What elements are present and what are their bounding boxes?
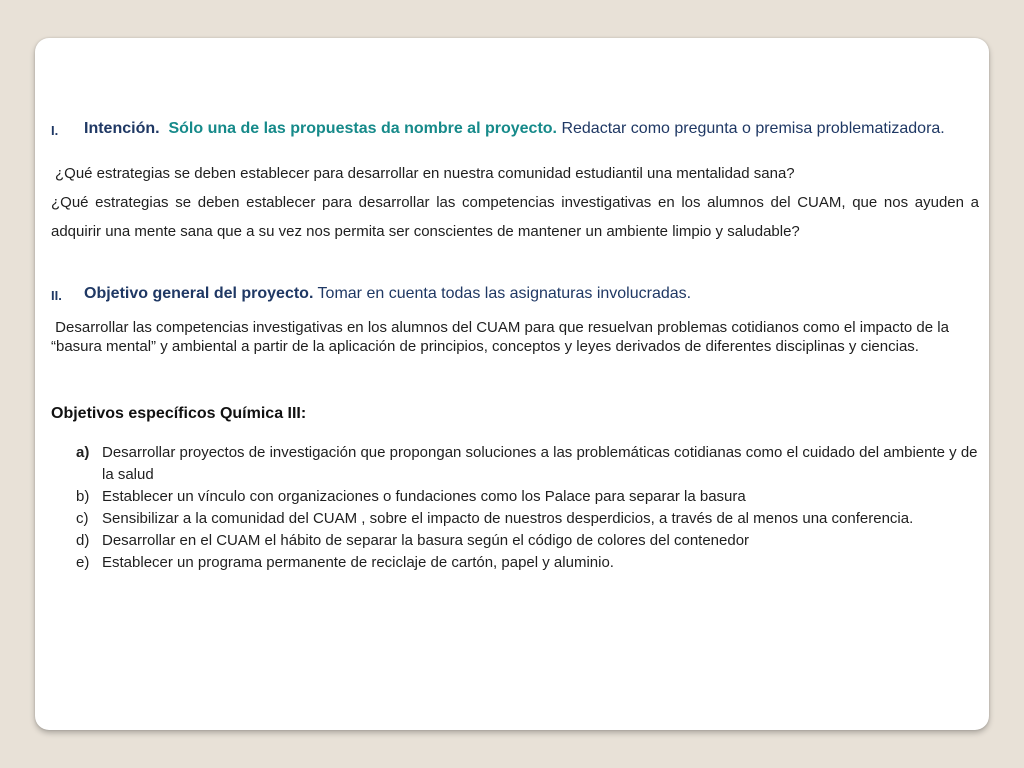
list-item-text: Establecer un programa permanente de reciclaje de cartón, papel y aluminio. [102,554,614,571]
list-marker: c) [76,510,89,527]
list-item [76,442,979,486]
general-objective-text: Desarrollar las competencias investigativas en los alumnos del CUAM para que resuelvan problemas cotidianos como el impacto de la “basura mental” y ambiental a partir de la aplicación de principios, conceptos y leyes derivados de diferentes disciplinas y ciencias. [51,319,949,355]
slide-content [51,118,979,574]
section-number: I. [51,123,59,138]
section-instruction: Tomar en cuenta todas las asignaturas involucradas. [317,285,692,302]
specific-objectives-title: Objetivos específicos Química III: [51,405,307,422]
section-objetivo-heading [51,283,979,306]
section-highlight: Sólo una de las propuestas da nombre al proyecto. [168,120,557,137]
list-item [76,508,979,530]
list-item-text: Sensibilizar a la comunidad del CUAM , sobre el impacto de nuestros desperdicios, a través de al menos una conferencia. [102,510,914,527]
specific-objectives-list [51,442,979,574]
question-1: ¿Qué estrategias se deben establecer para desarrollar en nuestra comunidad estudiantil una mentalidad sana? [55,165,795,182]
section-label: Intención. [84,120,160,137]
section-number: II. [51,288,62,303]
list-marker: b) [76,488,90,505]
list-marker: a) [76,444,90,461]
list-item [76,486,979,508]
section-instruction: Redactar como pregunta o premisa problematizadora. [561,120,945,137]
list-marker: e) [76,554,90,571]
question-2: ¿Qué estrategias se deben establecer para desarrollar las competencias investigativas en los alumnos del CUAM, que nos ayuden a adquirir una mente sana que a su vez nos permita ser conscientes de mantener un ambiente limpio y saludable? [51,194,979,240]
list-item [76,552,979,574]
section-label: Objetivo general del proyecto. [84,285,314,302]
list-item-text: Desarrollar en el CUAM el hábito de separar la basura según el código de colores del contenedor [102,532,750,549]
list-item [76,530,979,552]
list-marker: d) [76,532,90,549]
list-item-text: Establecer un vínculo con organizaciones o fundaciones como los Palace para separar la basura [102,488,746,505]
section-intencion-heading [51,118,979,141]
list-item-text: Desarrollar proyectos de investigación que propongan soluciones a las problemáticas cotidianas como el cuidado del ambiente y de la salud [102,444,978,483]
slide [35,38,989,730]
